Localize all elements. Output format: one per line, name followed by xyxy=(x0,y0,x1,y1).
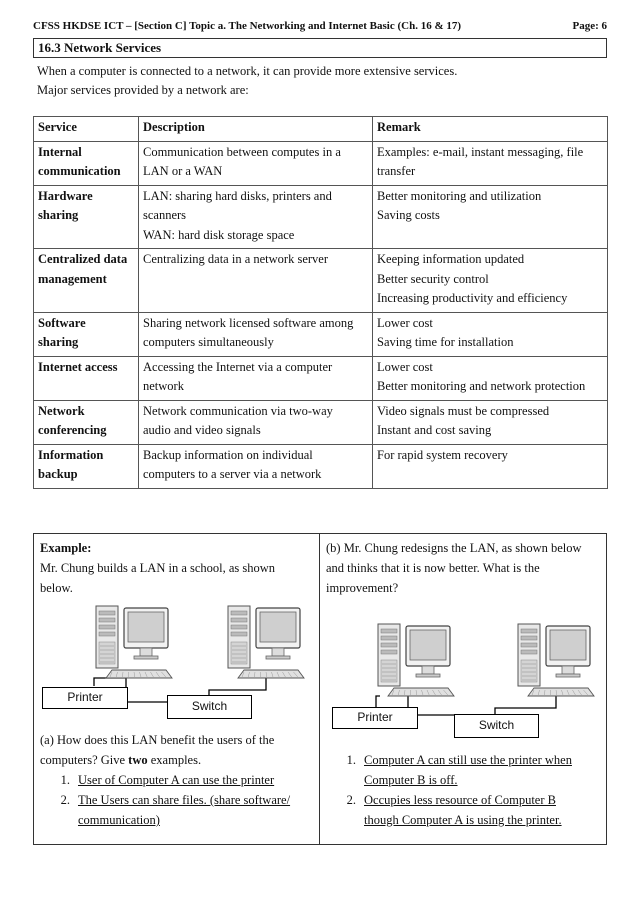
service-line: Hardware xyxy=(38,188,93,203)
cell-description xyxy=(139,249,373,313)
answer-line: Occupies less resource of Computer B xyxy=(364,793,556,807)
service-line: Centralized data xyxy=(38,252,128,266)
description-line: LAN: sharing hard disks, printers and xyxy=(143,188,332,203)
answer-text xyxy=(78,770,274,790)
answers-a-list xyxy=(40,770,313,830)
answer-item xyxy=(326,790,600,830)
cell-service xyxy=(34,312,139,356)
question-text: examples. xyxy=(147,753,202,767)
cell-description xyxy=(139,356,373,400)
service-line: Information xyxy=(38,447,104,462)
answer-number: 2. xyxy=(346,793,356,807)
printer-label: Printer xyxy=(42,687,128,709)
switch-label: Switch xyxy=(454,714,539,738)
cell-description xyxy=(139,400,373,444)
remark-line: transfer xyxy=(377,164,416,178)
question-text: computers? Give xyxy=(40,753,129,767)
description-line: Network communication via two-way xyxy=(143,403,333,418)
cell-remark xyxy=(373,141,608,185)
cell-service xyxy=(34,249,139,313)
remark-line: Instant and cost saving xyxy=(377,423,492,437)
page-header xyxy=(33,19,607,33)
answers-b-list xyxy=(326,750,600,830)
description-line: computers simultaneously xyxy=(143,335,274,349)
example-box xyxy=(33,533,607,845)
example-heading: Example: xyxy=(40,541,92,555)
service-line: conferencing xyxy=(38,423,107,437)
description-line: LAN or a WAN xyxy=(143,164,223,178)
section-title: 16.3 Network Services xyxy=(33,38,607,58)
answer-line: User of Computer A can use the printer xyxy=(78,773,275,787)
service-line: management xyxy=(38,271,107,286)
remark-line: Increasing productivity and efficiency xyxy=(377,291,568,305)
table-row xyxy=(34,141,608,185)
answer-text xyxy=(364,750,572,790)
answer-line: Computer B is off. xyxy=(364,773,458,787)
cell-service xyxy=(34,444,139,488)
description-line: Centralizing data in a network server xyxy=(143,252,328,266)
table-row xyxy=(34,400,608,444)
description-line: computers to a server via a network xyxy=(143,467,322,481)
remark-line: Video signals must be compressed xyxy=(377,403,550,418)
question-a xyxy=(40,730,313,830)
intro-text xyxy=(37,62,457,100)
cell-remark xyxy=(373,444,608,488)
cell-remark xyxy=(373,400,608,444)
answer-line: communication) xyxy=(78,813,160,827)
remark-line: Better monitoring and network protection xyxy=(377,379,586,393)
answer-item xyxy=(40,770,313,790)
service-line: Internet access xyxy=(38,359,118,374)
network-cable xyxy=(126,678,169,706)
cell-service xyxy=(34,185,139,249)
answer-line: though Computer A is using the printer. xyxy=(364,813,562,827)
table-header-row xyxy=(34,117,608,142)
example-right-column xyxy=(320,534,606,844)
remark-line: Lower cost xyxy=(377,359,433,374)
description-line: scanners xyxy=(143,208,187,222)
switch-label: Switch xyxy=(167,695,252,719)
service-line: Software xyxy=(38,315,86,330)
intro-line: Major services provided by a network are: xyxy=(37,83,249,97)
cell-description xyxy=(139,141,373,185)
description-line: Backup information on individual xyxy=(143,447,313,462)
example-text: Mr. Chung builds a LAN in a school, as shown xyxy=(40,561,276,575)
answer-number: 2. xyxy=(60,793,70,807)
remark-line: Examples: e-mail, instant messaging, file xyxy=(377,144,584,159)
table-row xyxy=(34,312,608,356)
example-text: below. xyxy=(40,581,73,595)
service-line: backup xyxy=(38,467,78,481)
example-b-text: and thinks that it is now better. What is the xyxy=(326,561,540,575)
answer-item xyxy=(40,790,313,830)
table-row xyxy=(34,356,608,400)
cell-remark xyxy=(373,185,608,249)
description-line: audio and video signals xyxy=(143,423,261,437)
computer-icon xyxy=(378,624,454,696)
page-number: Page: 6 xyxy=(572,20,607,32)
description-line: WAN: hard disk storage space xyxy=(143,227,295,242)
cell-service xyxy=(34,356,139,400)
remark-line: Saving costs xyxy=(377,208,440,222)
description-line: network xyxy=(143,379,184,393)
cell-service xyxy=(34,141,139,185)
example-b-text: improvement? xyxy=(326,581,399,595)
answer-item xyxy=(326,750,600,790)
cell-description xyxy=(139,185,373,249)
service-line: Network xyxy=(38,403,85,418)
services-table xyxy=(33,116,608,489)
remark-line: Keeping information updated xyxy=(377,252,525,266)
description-line: Communication between computes in a xyxy=(143,144,341,159)
remark-line: Saving time for installation xyxy=(377,335,514,349)
computer-icon xyxy=(518,624,594,696)
remark-line: Better monitoring and utilization xyxy=(377,188,542,203)
question-line xyxy=(40,750,313,770)
question-line: (a) How does this LAN benefit the users of the xyxy=(40,733,275,747)
answer-line: The Users can share files. (share software/ xyxy=(78,793,291,807)
service-line: communication xyxy=(38,164,121,178)
cell-remark xyxy=(373,356,608,400)
remark-line: Lower cost xyxy=(377,315,433,330)
table-row xyxy=(34,444,608,488)
network-cable xyxy=(495,696,556,715)
service-line: sharing xyxy=(38,335,79,349)
cell-service xyxy=(34,400,139,444)
answer-number: 1. xyxy=(60,773,70,787)
header-service: Service xyxy=(34,117,139,142)
cell-description xyxy=(139,312,373,356)
example-b-text: (b) Mr. Chung redesigns the LAN, as shown below xyxy=(326,541,582,555)
header-title: CFSS HKDSE ICT – [Section C] Topic a. The Networking and Internet Basic (Ch. 16 & 17) xyxy=(33,20,462,32)
answer-text xyxy=(364,790,562,830)
cell-remark xyxy=(373,312,608,356)
cell-remark xyxy=(373,249,608,313)
answer-text xyxy=(78,790,290,830)
intro-line: When a computer is connected to a network, it can provide more extensive services. xyxy=(37,64,458,78)
description-line: Sharing network licensed software among xyxy=(143,315,354,330)
table-row xyxy=(34,249,608,313)
remark-line: For rapid system recovery xyxy=(377,447,508,462)
computer-icon xyxy=(228,606,304,678)
cell-description xyxy=(139,444,373,488)
printer-label: Printer xyxy=(332,707,418,729)
example-left-column xyxy=(34,534,320,844)
service-line: Internal xyxy=(38,144,82,159)
table-row xyxy=(34,185,608,249)
answer-number: 1. xyxy=(346,753,356,767)
answer-line: Computer A can still use the printer when xyxy=(364,753,572,767)
remark-line: Better security control xyxy=(377,271,489,286)
question-emphasis: two xyxy=(128,753,148,767)
computer-icon xyxy=(96,606,172,678)
service-line: sharing xyxy=(38,208,79,222)
question-b xyxy=(326,750,600,830)
network-cable xyxy=(94,678,126,686)
header-remark: Remark xyxy=(373,117,608,142)
description-line: Accessing the Internet via a computer xyxy=(143,359,333,374)
header-description: Description xyxy=(139,117,373,142)
